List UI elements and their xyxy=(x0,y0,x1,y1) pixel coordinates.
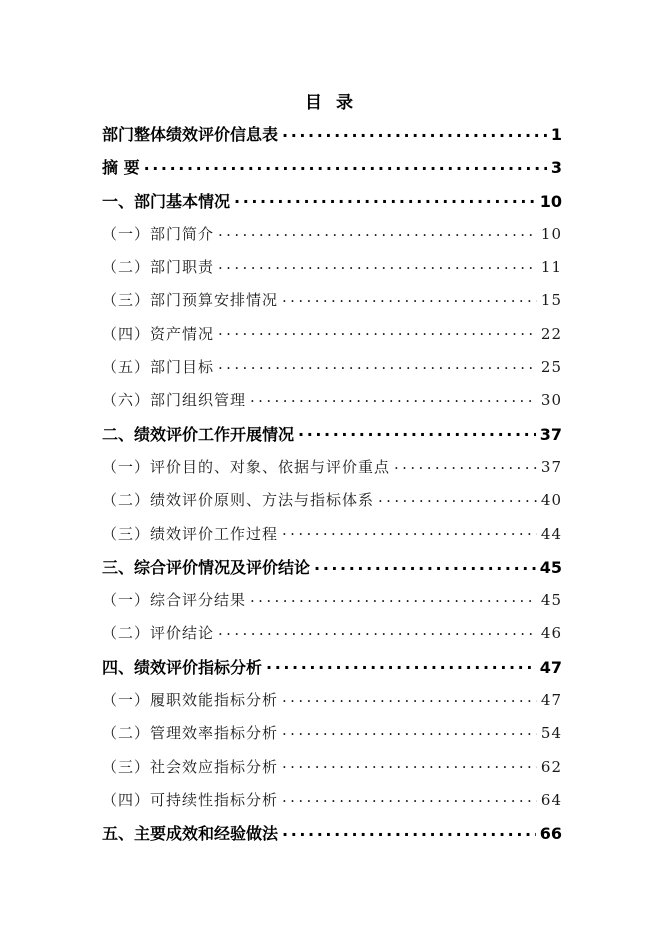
toc-entry-section[interactable] xyxy=(102,717,562,750)
toc-leader-dots xyxy=(250,593,537,608)
toc-leader-dots xyxy=(218,627,537,642)
toc-title: 目 录 xyxy=(305,93,357,113)
toc-entry-page-number: 47 xyxy=(540,691,562,710)
toc-entry-label: 摘 要 xyxy=(102,158,140,178)
toc-entry-label: 部门整体绩效评价信息表 xyxy=(102,125,279,144)
toc-entry-section[interactable] xyxy=(102,684,562,717)
toc-leader-dots xyxy=(218,260,537,275)
toc-entry-page-number: 10 xyxy=(539,191,562,211)
toc-entry-label: （二）绩效评价原则、方法与指标体系 xyxy=(102,491,375,510)
toc-entry-section[interactable] xyxy=(102,784,562,817)
toc-entry-page-number: 45 xyxy=(539,557,562,577)
toc-leader-dots xyxy=(234,193,536,209)
toc-leader-dots xyxy=(144,160,547,176)
toc-leader-dots xyxy=(282,127,547,143)
toc-entry-section[interactable] xyxy=(102,484,562,517)
toc-list xyxy=(102,118,562,851)
toc-entry-section[interactable] xyxy=(102,218,562,251)
toc-entry-label: 五、主要成效和经验做法 xyxy=(102,824,279,844)
toc-entry-section[interactable] xyxy=(102,617,562,650)
toc-entry-section[interactable] xyxy=(102,584,562,617)
toc-entry-page-number: 40 xyxy=(540,491,562,510)
toc-entry-label: （一）部门简介 xyxy=(102,224,215,243)
toc-entry-chapter[interactable] xyxy=(102,651,562,684)
toc-entry-label: 四、绩效评价指标分析 xyxy=(102,657,263,677)
toc-entry-section[interactable] xyxy=(102,318,562,351)
toc-entry-label: （三）部门预算安排情况 xyxy=(102,291,279,310)
toc-entry-page-number: 25 xyxy=(540,358,562,377)
toc-leader-dots xyxy=(282,693,537,708)
toc-entry-page-number: 15 xyxy=(540,291,562,310)
toc-entry-label: （五）部门目标 xyxy=(102,358,215,377)
toc-entry-page-number: 3 xyxy=(550,158,562,178)
toc-leader-dots xyxy=(218,360,537,375)
toc-entry-label: （四）资产情况 xyxy=(102,324,215,343)
toc-entry-page-number: 66 xyxy=(539,824,562,844)
toc-leader-dots xyxy=(282,826,536,842)
toc-entry-label: （三）绩效评价工作过程 xyxy=(102,524,279,543)
toc-entry-section[interactable] xyxy=(102,284,562,317)
toc-entry-label: （二）评价结论 xyxy=(102,624,215,643)
toc-entry-page-number: 37 xyxy=(540,457,562,476)
toc-entry-chapter[interactable] xyxy=(102,151,562,184)
toc-entry-page-number: 54 xyxy=(540,724,562,743)
toc-leader-dots xyxy=(298,426,536,442)
toc-entry-page-number: 37 xyxy=(539,424,562,444)
toc-leader-dots xyxy=(314,560,536,576)
toc-entry-chapter[interactable] xyxy=(102,551,562,584)
toc-leader-dots xyxy=(218,327,537,342)
toc-leader-dots xyxy=(250,394,537,409)
toc-entry-page-number: 45 xyxy=(540,591,562,610)
toc-entry-section[interactable] xyxy=(102,518,562,551)
toc-entry-page-number: 10 xyxy=(540,224,562,243)
toc-entry-label: （四）可持续性指标分析 xyxy=(102,790,279,809)
toc-entry-label: 一、部门基本情况 xyxy=(102,191,231,211)
toc-leader-dots xyxy=(282,527,537,542)
toc-entry-label: （一）综合评分结果 xyxy=(102,591,247,610)
toc-entry-page-number: 46 xyxy=(540,624,562,643)
toc-leader-dots xyxy=(394,460,537,475)
toc-entry-chapter[interactable] xyxy=(102,118,562,151)
toc-leader-dots xyxy=(266,659,536,675)
toc-entry-label: 二、绩效评价工作开展情况 xyxy=(102,424,295,444)
toc-leader-dots xyxy=(282,760,537,775)
toc-entry-section[interactable] xyxy=(102,384,562,417)
toc-entry-label: （六）部门组织管理 xyxy=(102,391,247,410)
toc-entry-label: 三、综合评价情况及评价结论 xyxy=(102,557,311,577)
toc-leader-dots xyxy=(218,227,537,242)
toc-entry-page-number: 47 xyxy=(539,657,562,677)
toc-leader-dots xyxy=(378,493,537,508)
toc-entry-page-number: 22 xyxy=(540,324,562,343)
toc-entry-page-number: 11 xyxy=(540,258,562,277)
toc-entry-label: （二）管理效率指标分析 xyxy=(102,724,279,743)
toc-entry-chapter[interactable] xyxy=(102,418,562,451)
toc-entry-section[interactable] xyxy=(102,751,562,784)
toc-entry-label: （一）评价目的、对象、依据与评价重点 xyxy=(102,457,391,476)
toc-entry-label: （一）履职效能指标分析 xyxy=(102,691,279,710)
toc-leader-dots xyxy=(282,294,537,309)
toc-entry-chapter[interactable] xyxy=(102,185,562,218)
toc-entry-section[interactable] xyxy=(102,451,562,484)
toc-entry-page-number: 62 xyxy=(540,757,562,776)
toc-entry-chapter[interactable] xyxy=(102,817,562,850)
toc-entry-page-number: 1 xyxy=(550,125,562,144)
toc-leader-dots xyxy=(282,726,537,741)
toc-entry-section[interactable] xyxy=(102,351,562,384)
toc-entry-page-number: 44 xyxy=(540,524,562,543)
toc-entry-page-number: 30 xyxy=(540,391,562,410)
toc-leader-dots xyxy=(282,793,537,808)
toc-entry-section[interactable] xyxy=(102,251,562,284)
toc-entry-label: （二）部门职责 xyxy=(102,258,215,277)
toc-entry-page-number: 64 xyxy=(540,790,562,809)
toc-entry-label: （三）社会效应指标分析 xyxy=(102,757,279,776)
